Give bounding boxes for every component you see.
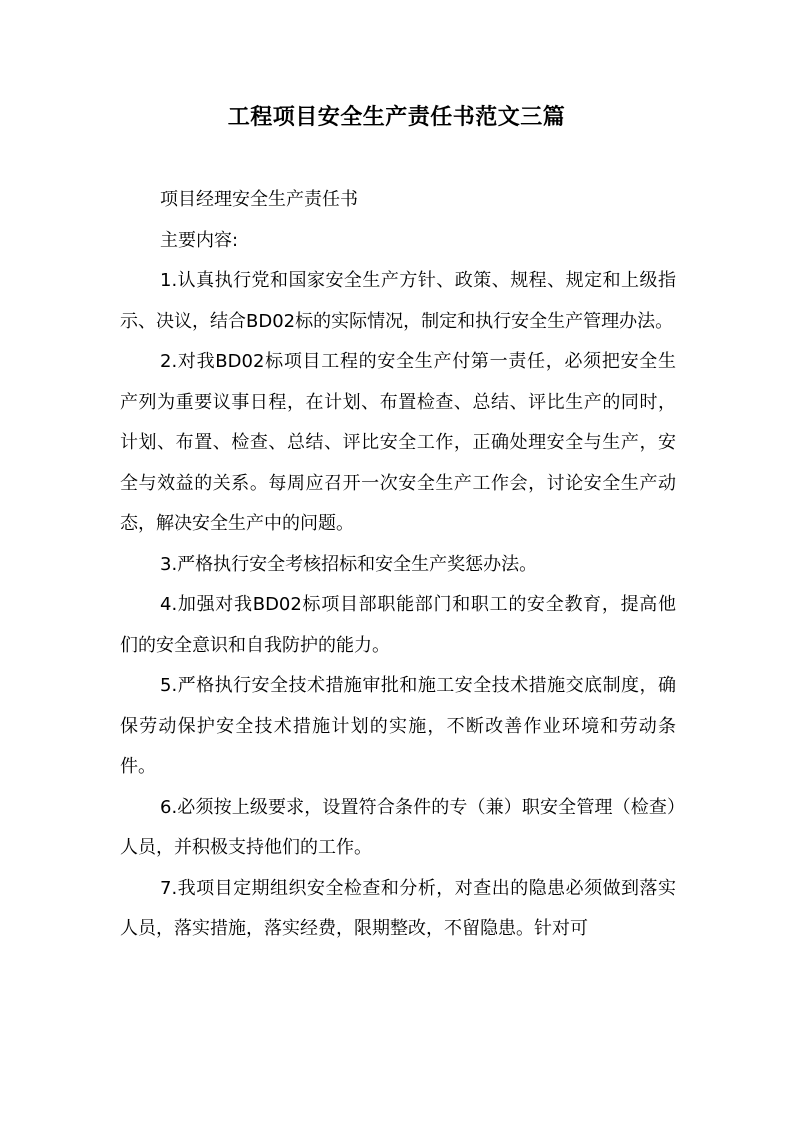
intro-label: 主要内容: [160, 229, 239, 251]
paragraph-2: 2.对我BD02标项目工程的安全生产付第一责任，必须把安全生产列为重要议事日程，在计划、布置检查、总结、评比生产的同时，计划、布置、检查、总结、评比安全工作，正确处理安全与生产，安全与效益的关系。每周应召开一次安全生产工作会，讨论安全生产动态，解决安全生产中的问题。 [120, 351, 676, 534]
paragraph-5: 5.严格执行安全技术措施审批和施工安全技术措施交底制度，确保劳动保护安全技术措施计划的实施，不断改善作业环境和劳动条件。 [120, 675, 676, 777]
document-body [120, 180, 676, 950]
section-heading: 项目经理安全生产责任书 [160, 189, 358, 210]
document-title: 工程项目安全生产责任书范文三篇 [227, 105, 566, 130]
paragraph-4: 4.加强对我BD02标项目部职能部门和职工的安全教育，提高他们的安全意识和自我防护的能力。 [120, 594, 676, 656]
paragraph-7: 7.我项目定期组织安全检查和分析，对查出的隐患必须做到落实人员，落实措施，落实经费，限期整改，不留隐患。针对可 [120, 877, 676, 939]
paragraph-1: 1.认真执行党和国家安全生产方针、政策、规程、规定和上级指示、决议，结合BD02标的实际情况，制定和执行安全生产管理办法。 [120, 270, 676, 332]
paragraph-6: 6.必须按上级要求，设置符合条件的专（兼）职安全管理（检查）人员，并积极支持他们的工作。 [120, 796, 676, 858]
paragraph-3: 3.严格执行安全考核招标和安全生产奖惩办法。 [160, 553, 538, 575]
